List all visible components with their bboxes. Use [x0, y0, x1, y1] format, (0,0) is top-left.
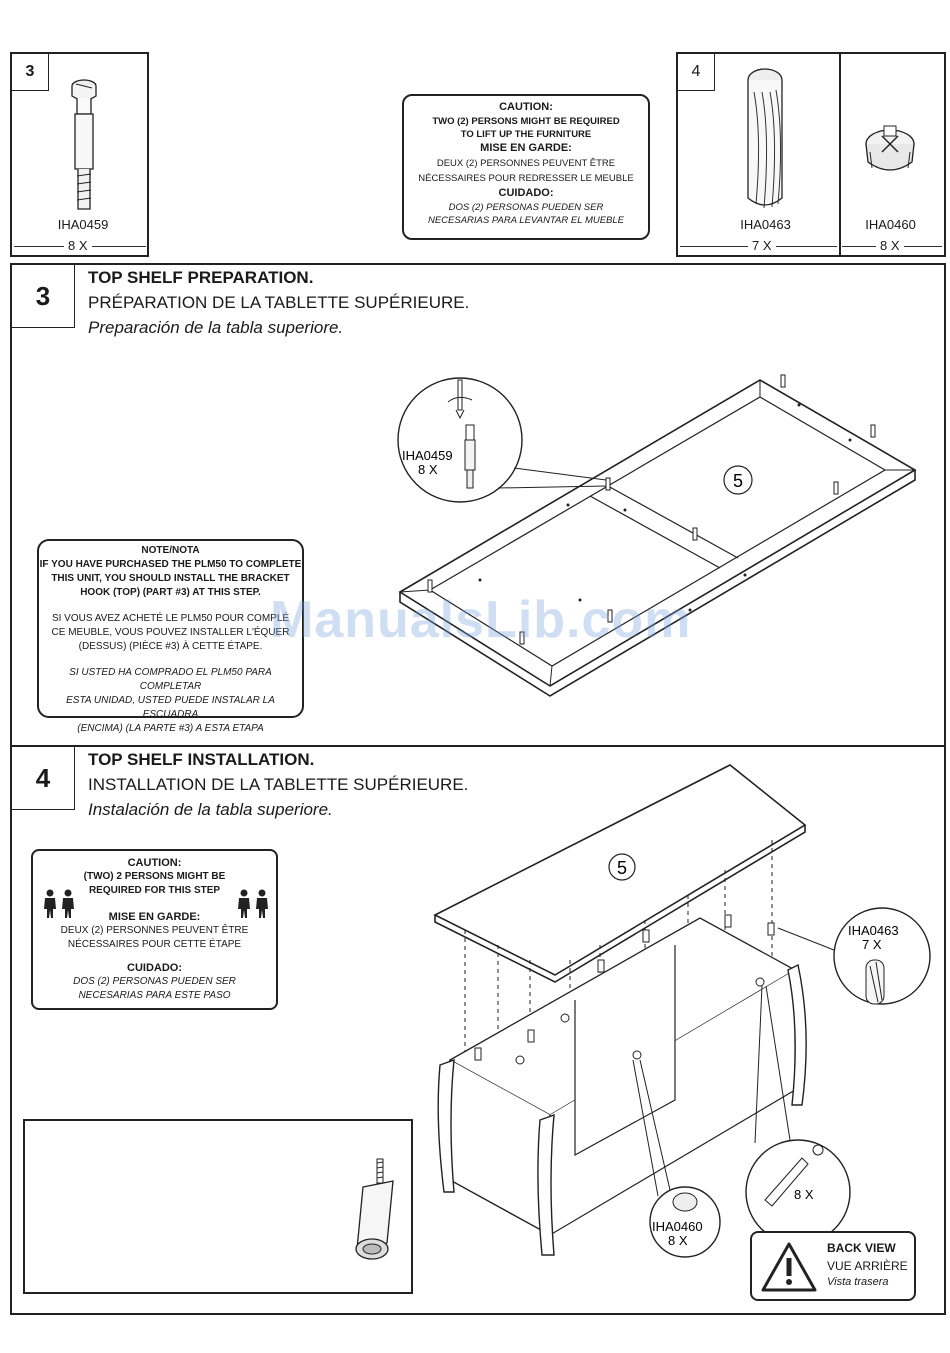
caution-es-line: NECESARIAS PARA ESTE PASO — [78, 990, 231, 1001]
step3-note-box — [37, 539, 304, 734]
step4-title — [88, 747, 468, 822]
caution-es-title: CUIDADO: — [127, 962, 182, 974]
callout-dowel-qty: 7 X — [862, 937, 882, 952]
callout-part: IHA0459 — [402, 448, 453, 463]
part-quantity-label: 8 X — [876, 238, 904, 253]
caution-es-title: CUIDADO: — [498, 187, 554, 199]
callout-cam-part: IHA0460 — [652, 1219, 703, 1234]
caution-fr-title: MISE EN GARDE: — [480, 142, 572, 154]
step3-title — [88, 265, 469, 340]
two-persons-icon — [41, 889, 77, 919]
back-view-box — [750, 1231, 916, 1301]
callout-screw-qty: 8 X — [794, 1187, 814, 1202]
caution-fr-line: NÉCESSAIRES POUR CETTE ÉTAPE — [67, 939, 242, 950]
back-view-en: BACK VIEW — [827, 1241, 896, 1255]
note-es-line: (ENCIMA) (LA PARTE #3) A ESTA ETAPA — [77, 723, 264, 734]
caution-es-line: DOS (2) PERSONAS PUEDEN SER — [73, 976, 236, 987]
title-en: TOP SHELF INSTALLATION. — [88, 750, 315, 769]
caution-en-line: TO LIFT UP THE FURNITURE — [460, 129, 592, 140]
caution-fr-line: DEUX (2) PERSONNES PEUVENT ÊTRE — [60, 925, 249, 936]
caution-en-line: TWO (2) PERSONS MIGHT BE REQUIRED — [432, 116, 620, 127]
step-number: 4 — [12, 747, 75, 810]
caution-en-line: REQUIRED FOR THIS STEP — [88, 885, 221, 896]
warning-icon — [760, 1241, 818, 1293]
leveler-foot-icon — [349, 1157, 399, 1267]
caution-es-line: DOS (2) PERSONAS PUEDEN SER — [448, 202, 604, 213]
shelf-part-number: 5 — [616, 858, 628, 878]
note-en-line: HOOK (TOP) (PART #3) AT THIS STEP. — [80, 587, 261, 598]
title-en: TOP SHELF PREPARATION. — [88, 268, 314, 287]
hardware-panel-step3 — [10, 52, 149, 257]
note-title: NOTE/NOTA — [141, 545, 200, 556]
title-es: Preparación de la tabla superiore. — [88, 318, 344, 337]
part-quantity-label: 8 X — [64, 238, 92, 253]
title-fr: INSTALLATION DE LA TABLETTE SUPÉRIEURE. — [88, 775, 469, 794]
caution-es-line: NECESARIAS PARA LEVANTAR EL MUEBLE — [427, 215, 625, 226]
callout-qty: 8 X — [418, 462, 438, 477]
step4-caution-box — [31, 849, 278, 1010]
caution-fr-line: DEUX (2) PERSONNES PEUVENT ÊTRE — [436, 158, 616, 169]
caution-title: CAUTION: — [127, 857, 182, 869]
part-quantity-label: 7 X — [748, 238, 776, 253]
hardware-step-number: 3 — [12, 54, 49, 91]
cam-bolt-icon — [64, 74, 104, 214]
step3-shelf-illustration — [380, 370, 930, 700]
back-view-es: Vista trasera — [827, 1276, 889, 1288]
callout-cam-qty: 8 X — [668, 1233, 688, 1248]
part-code-label: IHA0463 — [740, 217, 791, 232]
note-es-line: SI USTED HA COMPRADO EL PLM50 PARA COMPLETAR — [69, 667, 272, 692]
title-es: Instalación de la tabla superiore. — [88, 800, 333, 819]
step-number: 3 — [12, 265, 75, 328]
note-fr-line: SI VOUS AVEZ ACHETÉ LE PLM50 POUR COMPLÉ — [51, 613, 290, 624]
hardware-panel-step4 — [676, 52, 946, 257]
note-fr-line: CE MEUBLE, VOUS POUVEZ INSTALLER L'ÉQUER — [51, 627, 290, 638]
caution-fr-line: NÉCESSAIRES POUR REDRESSER LE MEUBLE — [418, 173, 634, 184]
note-fr-line: (DESSUS) (PIÈCE #3) À CETTE ÉTAPE. — [78, 641, 263, 652]
watermark: ManualsLib.com — [270, 591, 692, 649]
callout-dowel-part: IHA0463 — [848, 923, 899, 938]
note-en-line: IF YOU HAVE PURCHASED THE PLM50 TO COMPLETE — [39, 559, 302, 570]
hardware-step-number: 4 — [678, 54, 715, 91]
part-code-label: IHA0459 — [57, 217, 109, 232]
back-view-fr: VUE ARRIÈRE — [827, 1259, 908, 1273]
cam-lock-icon — [862, 122, 918, 180]
caution-box-top — [402, 94, 650, 240]
caution-title: CAUTION: — [499, 101, 553, 113]
caution-fr-title: MISE EN GARDE: — [108, 911, 201, 923]
shelf-part-number: 5 — [732, 471, 744, 491]
title-fr: PRÉPARATION DE LA TABLETTE SUPÉRIEURE. — [88, 293, 470, 312]
hardware-divider — [839, 54, 841, 255]
note-en-line: THIS UNIT, YOU SHOULD INSTALL THE BRACKET — [51, 573, 290, 584]
wood-dowel-icon — [740, 66, 790, 216]
step4-cabinet-illustration — [430, 760, 935, 1260]
note-es-line: ESTA UNIDAD, USTED PUEDE INSTALAR LA ESCUADRA — [66, 695, 275, 720]
part-code-label: IHA0460 — [865, 217, 916, 232]
two-persons-icon — [235, 889, 271, 919]
accessory-box — [23, 1119, 413, 1294]
caution-en-line: (TWO) 2 PERSONS MIGHT BE — [83, 871, 226, 882]
